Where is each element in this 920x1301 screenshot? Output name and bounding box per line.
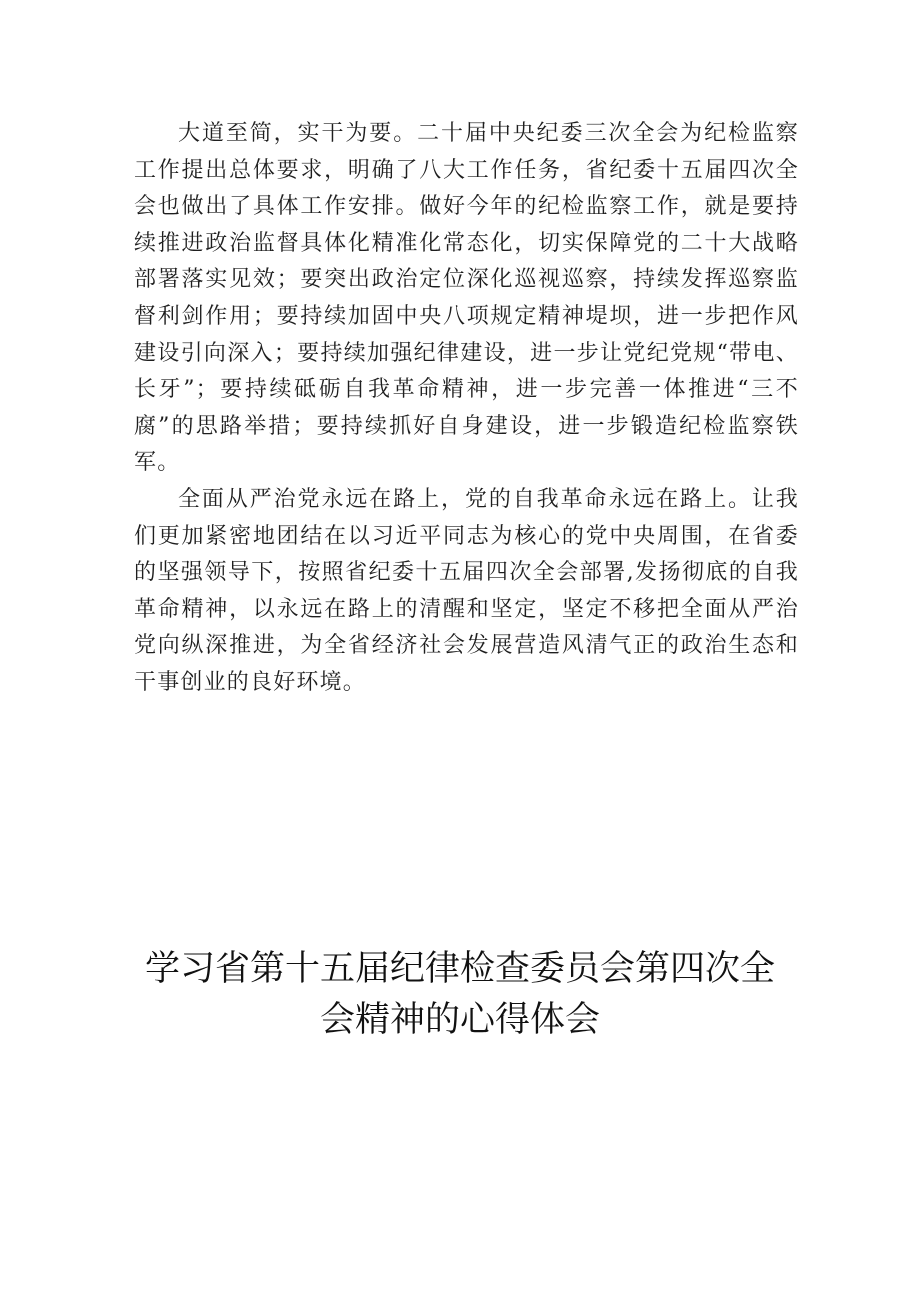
title-line-2: 会精神的心得体会 <box>319 1000 600 1040</box>
title-line-1: 学习省第十五届纪律检查委员会第四次全 <box>144 949 775 989</box>
article-body <box>134 116 799 702</box>
next-article-title <box>130 944 790 1046</box>
paragraph-2: 全面从严治党永远在路上，党的自我革命永远在路上。让我们更加紧密地团结在以习近平同志为核心的党中央周围，在省委的坚强领导下，按照省纪委十五届四次全会部署,发扬彻底的自我革命精神，以永远在路上的清醒和坚定，坚定不移把全面从严治党向纵深推进，为全省经济社会发展营造风清气正的政治生态和干事创业的良好环境。 <box>134 486 799 695</box>
paragraph-1: 大道至简，实干为要。二十届中央纪委三次全会为纪检监察工作提出总体要求，明确了八大工作任务，省纪委十五届四次全会也做出了具体工作安排。做好今年的纪检监察工作，就是要持续推进政治监督具体化精准化常态化，切实保障党的二十大战略部署落实见效；要突出政治定位深化巡视巡察，持续发挥巡察监督利剑作用；要持续加固中央八项规定精神堤坝，进一步把作风建设引向深入；要持续加强纪律建设，进一步让党纪党规“带电、长牙”；要持续砥砺自我革命精神，进一步完善一体推进“三不腐”的思路举措；要持续抓好自身建设，进一步锻造纪检监察铁军。 <box>134 121 799 476</box>
